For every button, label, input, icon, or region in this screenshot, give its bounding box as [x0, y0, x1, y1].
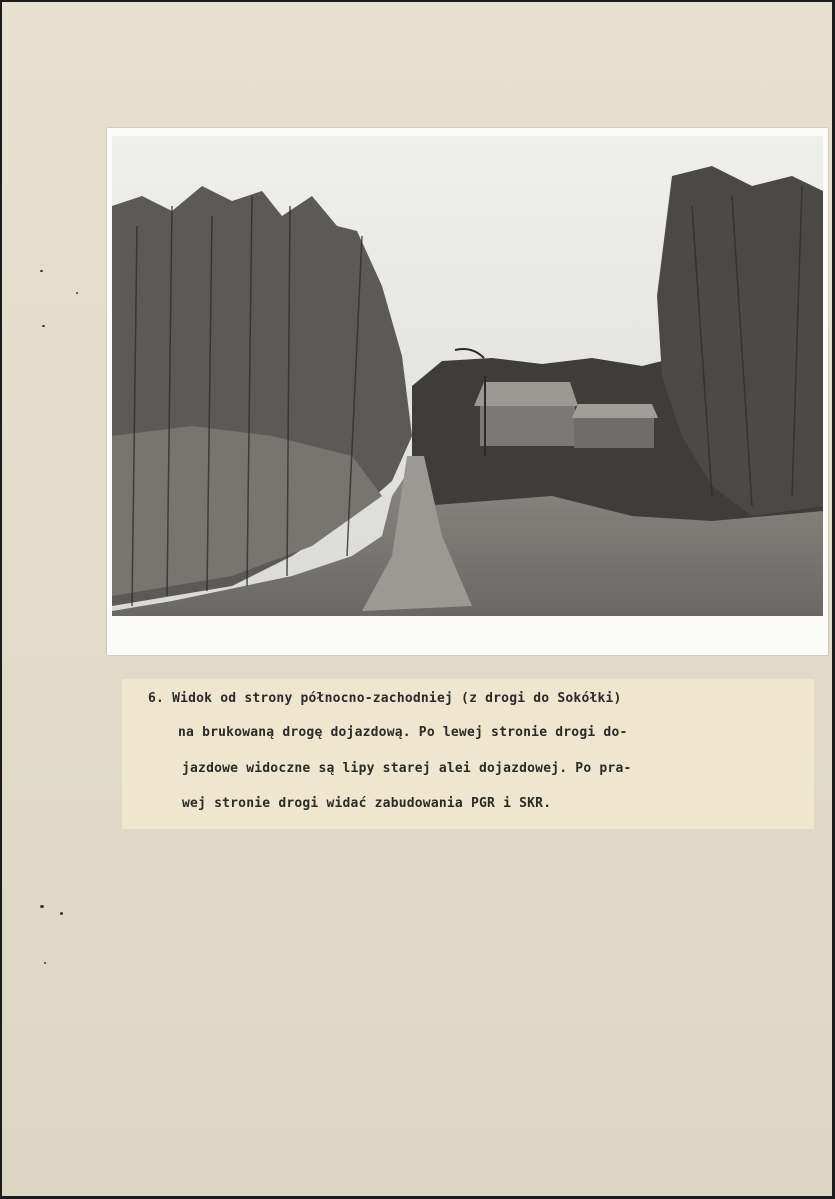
caption-line-2: na brukowaną drogę dojazdową. Po lewej stronie drogi do- [178, 725, 628, 740]
caption-line-3: jazdowe widoczne są lipy starej alei dojazdowej. Po pra- [182, 761, 632, 776]
speck-mark [44, 962, 46, 964]
landscape-photo-image [112, 136, 823, 616]
caption-line-4: wej stronie drogi widać zabudowania PGR i SKR. [182, 796, 552, 811]
speck-mark [60, 912, 63, 915]
speck-mark [42, 325, 45, 327]
speck-mark [40, 905, 44, 908]
speck-mark [76, 292, 78, 294]
caption-line-1: 6. Widok od strony północno-zachodniej (z drogi do Sokółki) [148, 691, 622, 706]
typewritten-caption [122, 679, 814, 829]
speck-mark [40, 270, 43, 272]
photograph [107, 128, 828, 655]
archival-page [2, 2, 832, 1196]
